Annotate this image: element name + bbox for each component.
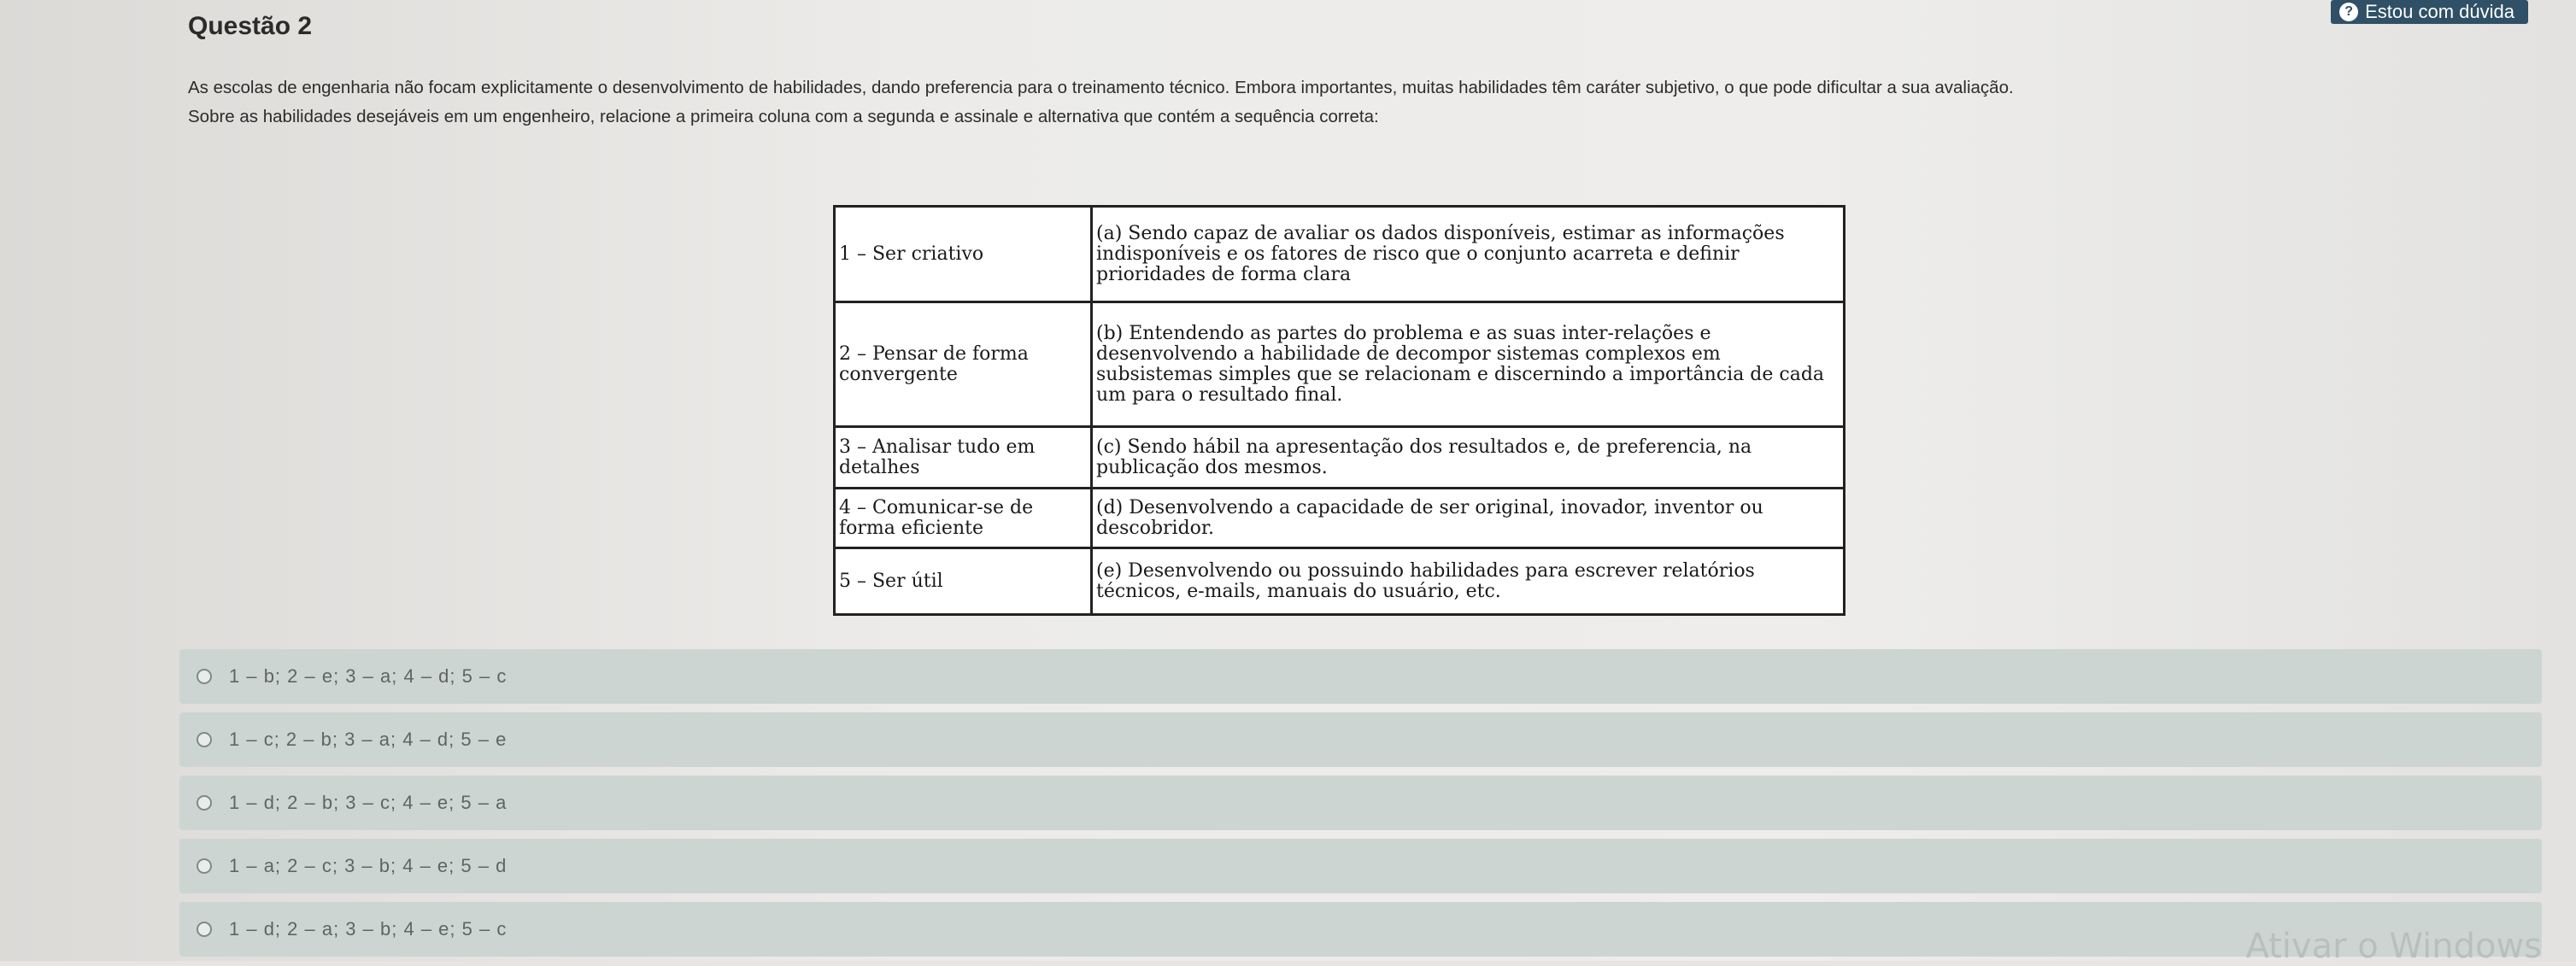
table-cell-left: 2 – Pensar de forma convergente (835, 302, 1092, 427)
answer-option-e[interactable] (179, 902, 2542, 957)
matching-table (833, 205, 1845, 616)
option-text: 1 – a; 2 – c; 3 – b; 4 – e; 5 – d (229, 855, 508, 876)
table-row (835, 207, 1845, 302)
option-text: 1 – d; 2 – b; 3 – c; 4 – e; 5 – a (229, 792, 508, 813)
radio-icon[interactable] (197, 669, 212, 684)
answer-option-d[interactable] (179, 839, 2542, 893)
table-cell-left: 1 – Ser criativo (835, 207, 1092, 302)
table-cell-left: 4 – Comunicar-se de forma eficiente (835, 489, 1092, 548)
answer-option-c[interactable] (179, 776, 2542, 830)
table-cell-right: (a) Sendo capaz de avaliar os dados disponíveis, estimar as informações indisponíveis e os fatores de risco que o conjunto acarreta e definir prioridades de forma clara (1092, 207, 1845, 302)
radio-icon[interactable] (197, 795, 212, 811)
table-row (835, 548, 1845, 615)
answer-option-b[interactable] (179, 712, 2542, 767)
table-row (835, 489, 1845, 548)
answer-option-a[interactable] (179, 649, 2542, 704)
windows-activation-watermark: Ativar o Windows (2245, 927, 2542, 966)
option-text: 1 – d; 2 – a; 3 – b; 4 – e; 5 – c (229, 918, 508, 940)
doubt-button[interactable] (2331, 0, 2528, 24)
radio-icon[interactable] (197, 858, 212, 874)
option-text: 1 – b; 2 – e; 3 – a; 4 – d; 5 – c (229, 665, 508, 687)
table-cell-right: (d) Desenvolvendo a capacidade de ser original, inovador, inventor ou descobridor. (1092, 489, 1845, 548)
table-cell-right: (c) Sendo hábil na apresentação dos resultados e, de preferencia, na publicação dos mesmos. (1092, 427, 1845, 489)
table-cell-right: (b) Entendendo as partes do problema e as suas inter-relações e desenvolvendo a habilidade de decompor sistemas complexos em subsistemas simples que se relacionam e discernindo a importância de cada um para o resultado final. (1092, 302, 1845, 427)
table-cell-right: (e) Desenvolvendo ou possuindo habilidades para escrever relatórios técnicos, e-mails, manuais do usuário, etc. (1092, 548, 1845, 615)
radio-icon[interactable] (197, 732, 212, 747)
question-mark-icon: ? (2339, 3, 2358, 21)
option-text: 1 – c; 2 – b; 3 – a; 4 – d; 5 – e (229, 729, 508, 750)
doubt-button-label: Estou com dúvida (2365, 1, 2514, 22)
question-title: Questão 2 (188, 12, 313, 40)
question-statement (188, 75, 2478, 130)
table-cell-left: 5 – Ser útil (835, 548, 1092, 615)
answer-options (179, 649, 2542, 965)
table-cell-left: 3 – Analisar tudo em detalhes (835, 427, 1092, 489)
radio-icon[interactable] (197, 922, 212, 937)
statement-instruction: Sobre as habilidades desejáveis em um engenheiro, relacione a primeira coluna com a segunda e assinale e alternativa que contém a sequência correta: (188, 107, 1379, 126)
statement-intro: As escolas de engenharia não focam explicitamente o desenvolvimento de habilidades, dando preferencia para o treinamento técnico. Embora importantes, muitas habilidades têm caráter subjetivo, o que pode dificultar a sua avaliação. (188, 78, 2014, 97)
table-row (835, 302, 1845, 427)
table-row (835, 427, 1845, 489)
